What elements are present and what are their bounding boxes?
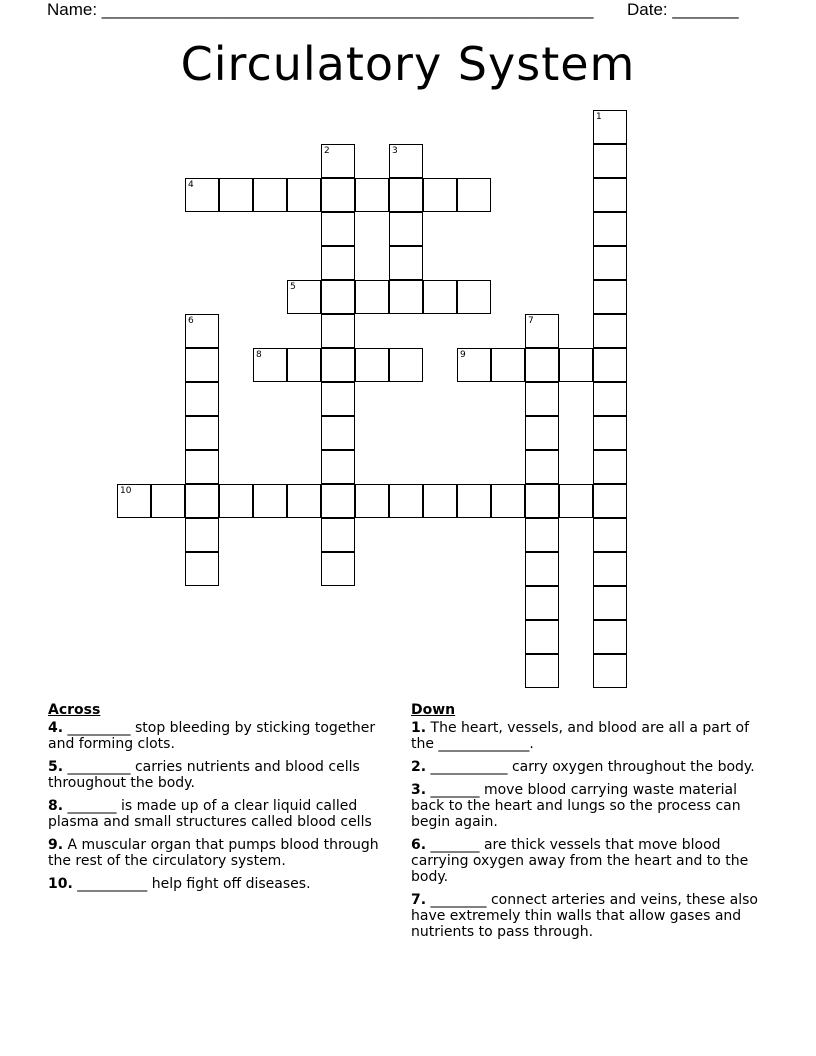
page-title: Circulatory System: [180, 37, 636, 91]
grid-cell[interactable]: [219, 484, 253, 518]
grid-cell[interactable]: [389, 280, 423, 314]
grid-cell[interactable]: [321, 212, 355, 246]
clue-across-5: 5. _________ carries nutrients and blood cells throughout the body.: [48, 759, 360, 791]
across-heading: Across: [48, 702, 101, 718]
grid-cell[interactable]: [287, 178, 321, 212]
grid-cell[interactable]: [491, 484, 525, 518]
grid-cell[interactable]: [593, 382, 627, 416]
grid-cell[interactable]: [321, 348, 355, 382]
grid-cell[interactable]: [185, 416, 219, 450]
grid-cell[interactable]: [355, 280, 389, 314]
grid-cell[interactable]: [355, 348, 389, 382]
down-clues: [411, 702, 771, 947]
grid-cell[interactable]: [253, 178, 287, 212]
grid-cell[interactable]: [185, 552, 219, 586]
grid-cell[interactable]: [593, 314, 627, 348]
grid-cell[interactable]: [321, 552, 355, 586]
clue-number: 10: [120, 486, 132, 496]
grid-cell[interactable]: [355, 178, 389, 212]
grid-cell[interactable]: [389, 212, 423, 246]
across-clues: [48, 702, 393, 899]
grid-cell[interactable]: [593, 552, 627, 586]
clue-number: 8: [256, 350, 262, 360]
name-field[interactable]: Name: ____________________________________________________: [47, 0, 594, 19]
grid-cell[interactable]: [593, 416, 627, 450]
grid-cell[interactable]: [593, 620, 627, 654]
grid-cell[interactable]: [185, 382, 219, 416]
clue-down-2: 2. ___________ carry oxygen throughout the body.: [411, 759, 755, 775]
grid-cell[interactable]: [525, 620, 559, 654]
grid-cell[interactable]: [525, 552, 559, 586]
clue-across-4: 4. _________ stop bleeding by sticking together and forming clots.: [48, 720, 376, 752]
grid-cell[interactable]: [525, 348, 559, 382]
grid-cell[interactable]: [287, 484, 321, 518]
clue-number: 4: [188, 180, 194, 190]
clue-across-10: 10. __________ help fight off diseases.: [48, 876, 311, 892]
grid-cell[interactable]: [525, 518, 559, 552]
grid-cell[interactable]: [389, 246, 423, 280]
clue-down-3: 3. _______ move blood carrying waste material back to the heart and lungs so the process can begin again.: [411, 782, 741, 830]
clue-number: 2: [324, 146, 330, 156]
clue-number: 9: [460, 350, 466, 360]
grid-cell[interactable]: [559, 484, 593, 518]
grid-cell[interactable]: [253, 484, 287, 518]
grid-cell[interactable]: [389, 348, 423, 382]
clue-number: 3: [392, 146, 398, 156]
grid-cell[interactable]: [185, 348, 219, 382]
grid-cell[interactable]: [185, 450, 219, 484]
clue-down-1: 1. The heart, vessels, and blood are all a part of the _____________.: [411, 720, 750, 752]
grid-cell[interactable]: [185, 484, 219, 518]
grid-cell[interactable]: [355, 484, 389, 518]
grid-cell[interactable]: [321, 246, 355, 280]
grid-cell[interactable]: [321, 314, 355, 348]
grid-cell[interactable]: [389, 178, 423, 212]
grid-cell[interactable]: [423, 178, 457, 212]
grid-cell[interactable]: [185, 518, 219, 552]
grid-cell[interactable]: [321, 416, 355, 450]
clue-number: 7: [528, 316, 534, 326]
grid-cell[interactable]: [593, 654, 627, 688]
date-field[interactable]: Date: _______: [627, 0, 739, 19]
grid-cell[interactable]: [457, 484, 491, 518]
grid-cell[interactable]: [457, 178, 491, 212]
grid-cell[interactable]: [593, 212, 627, 246]
grid-cell[interactable]: [593, 484, 627, 518]
grid-cell[interactable]: [457, 280, 491, 314]
grid-cell[interactable]: [593, 586, 627, 620]
clue-down-6: 6. _______ are thick vessels that move blood carrying oxygen away from the heart and to the body.: [411, 837, 749, 885]
grid-cell[interactable]: [321, 280, 355, 314]
clue-down-7: 7. ________ connect arteries and veins, these also have extremely thin walls that allow gases and nutrients to pass through.: [411, 892, 758, 940]
grid-cell[interactable]: [321, 178, 355, 212]
grid-cell[interactable]: [593, 178, 627, 212]
grid-cell[interactable]: [321, 518, 355, 552]
grid-cell[interactable]: [525, 416, 559, 450]
clue-across-8: 8. _______ is made up of a clear liquid called plasma and small structures called blood cells: [48, 798, 372, 830]
grid-cell[interactable]: [219, 178, 253, 212]
grid-cell[interactable]: [525, 654, 559, 688]
grid-cell[interactable]: [525, 586, 559, 620]
grid-cell[interactable]: [151, 484, 185, 518]
grid-cell[interactable]: [593, 348, 627, 382]
clue-number: 6: [188, 316, 194, 326]
grid-cell[interactable]: [321, 484, 355, 518]
grid-cell[interactable]: [593, 144, 627, 178]
grid-cell[interactable]: [321, 382, 355, 416]
grid-cell[interactable]: [593, 246, 627, 280]
grid-cell[interactable]: [559, 348, 593, 382]
grid-cell[interactable]: [525, 484, 559, 518]
down-heading: Down: [411, 702, 456, 718]
grid-cell[interactable]: [491, 348, 525, 382]
grid-cell[interactable]: [525, 382, 559, 416]
clue-number: 5: [290, 282, 296, 292]
grid-cell[interactable]: [389, 484, 423, 518]
grid-cell[interactable]: [321, 450, 355, 484]
grid-cell[interactable]: [593, 280, 627, 314]
grid-cell[interactable]: [593, 518, 627, 552]
clue-number: 1: [596, 112, 602, 122]
grid-cell[interactable]: [525, 450, 559, 484]
grid-cell[interactable]: [287, 348, 321, 382]
grid-cell[interactable]: [423, 484, 457, 518]
clue-across-9: 9. A muscular organ that pumps blood through the rest of the circulatory system.: [48, 837, 379, 869]
grid-cell[interactable]: [423, 280, 457, 314]
grid-cell[interactable]: [593, 450, 627, 484]
